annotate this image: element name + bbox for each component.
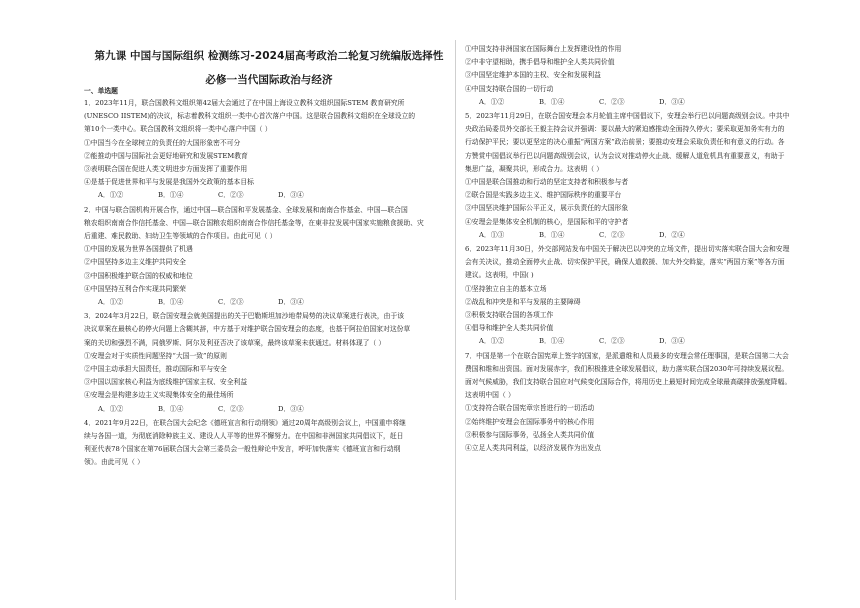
choice-a: A．①② bbox=[98, 404, 124, 413]
question-stem-line: 后重建、难民救助、妇幼卫生等领域的合作项目。由此可见（ ） bbox=[84, 232, 277, 241]
statement-option: ①安理会对于实质性问题坚持“大国一致”的原则 bbox=[84, 351, 227, 360]
statement-option: ②中非守望相助，携手倡导和维护全人类共同价值 bbox=[465, 58, 615, 67]
choice-c: C．②③ bbox=[218, 191, 244, 200]
question-stem-line: 费国和维和出资国。面对发展赤字，我们积极推进全球发展倡议，助力落实联合国2030年可持续发展议程。 bbox=[465, 364, 789, 373]
statement-option: ④安理会是构建多边主义实现集体安全的最佳场所 bbox=[84, 391, 234, 400]
choice-b: B．①④ bbox=[158, 298, 184, 307]
left-column bbox=[84, 86, 444, 470]
question-1 bbox=[84, 97, 444, 203]
statement-option: ③中国积极维护联合国的权威和地位 bbox=[84, 271, 193, 280]
statement-option: ②中国坚持多边主义维护共同安全 bbox=[84, 258, 186, 267]
statement-option: ①坚持独立自主的基本立场 bbox=[465, 284, 547, 293]
statement-option: ②战乱和冲突是和平与发展的主要障碍 bbox=[465, 297, 581, 306]
question-4-continued bbox=[465, 43, 835, 109]
question-stem-line: 建议。这表明，中国( ) bbox=[465, 271, 534, 280]
statement-option: ②始终维护安理会在国际事务中的核心作用 bbox=[465, 417, 595, 426]
document-title bbox=[84, 44, 454, 92]
choice-d: D．③④ bbox=[278, 298, 304, 307]
answer-choices bbox=[465, 335, 835, 348]
choice-a: A．①② bbox=[479, 97, 505, 106]
choice-d: D．③④ bbox=[659, 337, 685, 346]
statement-option: ②联合国是实践多边主义、维护国际秩序的重要平台 bbox=[465, 191, 622, 200]
statement-option: ③中国以国家核心利益为底线维护国家主权、安全利益 bbox=[84, 378, 248, 387]
choice-d: D．③④ bbox=[278, 191, 304, 200]
choice-b: B．①④ bbox=[158, 191, 184, 200]
question-stem-line: 6．2023年11月30日，外交部网站发布中国关于解决巴以冲突的立场文件，提出切实落实联合国大会和安理 bbox=[465, 245, 790, 254]
answer-choices bbox=[465, 229, 835, 242]
question-4 bbox=[84, 417, 444, 470]
statement-option: ①中国的发展为世界各国提供了机遇 bbox=[84, 245, 193, 254]
choice-c: C．②③ bbox=[218, 404, 244, 413]
question-stem-line: 5．2023年11月29日，在联合国安理会本月轮值主席中国倡议下，安理会举行巴以问题高级别会议。中共中 bbox=[465, 112, 790, 121]
question-7 bbox=[465, 350, 835, 456]
statement-option: ①支持符合联合国宪章宗旨进行的一切活动 bbox=[465, 404, 595, 413]
question-stem-line: 利亚代表78个国家在第76届联合国大会第三委员会一般性辩论中发言，呼吁加快落实《德班宣言和行动纲 bbox=[84, 445, 401, 454]
statement-option: ①中国支持非洲国家在国际舞台上发挥建设性的作用 bbox=[465, 45, 622, 53]
question-3 bbox=[84, 310, 444, 416]
question-stem-line: 3．2024年3月22日，联合国安理会就美国提出的关于巴勒斯坦加沙地带局势的决议草案进行表决，由于该 bbox=[84, 312, 405, 321]
question-stem-line: 案的关切和强烈不满，同俄罗斯、阿尔及利亚否决了该草案，最终该草案未获通过。材料体现了（ ） bbox=[84, 338, 386, 347]
answer-choices bbox=[84, 189, 444, 202]
choice-a: A．①② bbox=[479, 337, 505, 346]
statement-option: ④中国坚持互利合作实现共同繁荣 bbox=[84, 284, 186, 293]
statement-option: ③表明联合国在促进人类文明进步方面发挥了重要作用 bbox=[84, 165, 248, 174]
choice-b: B．①④ bbox=[539, 230, 565, 239]
question-stem-line: 1．2023年11月，联合国教科文组织第42届大会通过了在中国上海设立教科文组织国际STEM 教育研究所 bbox=[84, 99, 405, 107]
choice-b: B．①④ bbox=[539, 97, 565, 106]
choice-b: B．①④ bbox=[158, 404, 184, 413]
statement-option: ③中国坚定维护本国的主权、安全和发展利益 bbox=[465, 71, 601, 80]
statement-option: ②能推动中国与国际社会更好地研究和发展STEM教育 bbox=[84, 151, 248, 160]
statement-option: ④立足人类共同利益，以经济发展作为出发点 bbox=[465, 444, 601, 453]
question-stem-line: 面对气候威胁，我们支持联合国应对气候变化国际合作，将用历史上最短时间完成全球最高碳排放强度降幅。 bbox=[465, 378, 792, 387]
answer-choices bbox=[84, 403, 444, 416]
answer-choices bbox=[465, 96, 835, 109]
choice-b: B．①④ bbox=[539, 337, 565, 346]
question-stem-line: 4．2021年9月22日，在联合国大会纪念《德班宣言和行动纲领》通过20周年高级别会议上，中国重申将继 bbox=[84, 418, 406, 427]
choice-d: D．③④ bbox=[659, 97, 685, 106]
choice-c: C．②③ bbox=[599, 230, 625, 239]
statement-option: ①中国当今在全球树立的负责任的大国形象密不可分 bbox=[84, 138, 241, 147]
choice-c: C．②③ bbox=[599, 337, 625, 346]
choice-a: A．①② bbox=[98, 191, 124, 200]
statement-option: ③积极参与国际事务，弘扬全人类共同价值 bbox=[465, 430, 595, 439]
statement-option: ④是基于促进世界和平与发展是我国外交政策的基本目标 bbox=[84, 178, 254, 187]
question-6 bbox=[465, 243, 835, 349]
question-stem-line: 7．中国是第一个在联合国宪章上签字的国家，是派遣维和人员最多的安理会常任理事国，是联合国第二大会 bbox=[465, 351, 789, 360]
choice-d: D．②④ bbox=[659, 230, 685, 239]
title-line-2: 必修一当代国际政治与经济 bbox=[205, 74, 333, 86]
statement-option: ②中国主动承担大国责任，推动国际和平与安全 bbox=[84, 365, 227, 374]
question-stem-line: 行动保护平民；要以更坚定的决心重振“两国方案”政治前景；要推动安理会采取负责任和有意义的行动。各 bbox=[465, 138, 785, 147]
statement-option: ④中国支持联合国的一切行动 bbox=[465, 84, 554, 93]
question-2 bbox=[84, 204, 444, 310]
question-stem-line: 集思广益，凝聚共识，形成合力。这表明（ ） bbox=[465, 164, 604, 173]
statement-option: ④倡导和维护全人类共同价值 bbox=[465, 324, 554, 333]
statement-option: ③积极支持联合国的各项工作 bbox=[465, 311, 554, 320]
question-stem-line: 领》。由此可见（ ） bbox=[84, 458, 144, 467]
question-stem-line: 决议草案在最核心的停火问题上含糊其辞，中方基于对维护联合国安理会的态度，也基于阿拉伯国家对这份草 bbox=[84, 325, 411, 334]
choice-c: C．②③ bbox=[218, 298, 244, 307]
column-divider bbox=[455, 40, 456, 600]
question-stem-line: 会有关决议，推动全面停火止战、切实保护平民，确保人道救援、加大外交斡旋，落实“两国方案”等各方面 bbox=[465, 258, 785, 267]
right-column bbox=[465, 43, 835, 455]
choice-a: A．①③ bbox=[479, 230, 505, 239]
title-line-1: 第九课 中国与国际组织 检测练习-2024届高考政治二轮复习统编版选择性 bbox=[94, 50, 444, 62]
answer-choices bbox=[84, 296, 444, 309]
statement-option: ①中国是联合国推动和行动的坚定支持者和积极参与者 bbox=[465, 178, 629, 187]
question-stem-line: 第10个一类中心。联合国教科文组织将一类中心落户中国（ ） bbox=[84, 125, 272, 134]
question-5 bbox=[465, 110, 835, 242]
choice-a: A．①② bbox=[98, 298, 124, 307]
choice-c: C．②③ bbox=[599, 97, 625, 106]
question-stem-line: 这表明中国（ ） bbox=[465, 391, 515, 400]
question-stem-line: (UNESCO IISTEM)的决议，标志着教科文组织一类中心首次落户中国。这是联合国教科文组织在全球设立的 bbox=[84, 112, 416, 121]
question-stem-line: 央政治局委员外交部长王毅主持会议并强调：要以最大的紧迫感推动全面持久停火；要采取更加务实有力的 bbox=[465, 125, 785, 134]
question-stem-line: 粮农组织南南合作信托基金、中国—联合国粮农组织南南合作信托基金等，在東非拉发展中国家实施粮食援助、灾 bbox=[84, 218, 424, 227]
choice-d: D．③④ bbox=[278, 404, 304, 413]
section-heading: 一、单选题 bbox=[84, 87, 118, 95]
statement-option: ④安理会是集体安全机制的核心，是国际和平的守护者 bbox=[465, 217, 629, 226]
statement-option: ③中国坚决维护国际公平正义，展示负责任的大国形象 bbox=[465, 204, 629, 213]
question-stem-line: 续与各国一道，为彻底消除种族主义、建设人人平等的世界不懈努力。在中国和非洲国家共同倡议下，赶日 bbox=[84, 432, 404, 441]
question-stem-line: 2．中国与联合国机构开展合作，通过中国—联合国和平发展基金、全球发展和南南合作基金、中国—联合国 bbox=[84, 205, 408, 214]
question-stem-line: 方赞赏中国倡议举行巴以问题高级别会议，认为会议对推动停火止战、缓解人道危机具有重要意义，有助于 bbox=[465, 151, 785, 160]
